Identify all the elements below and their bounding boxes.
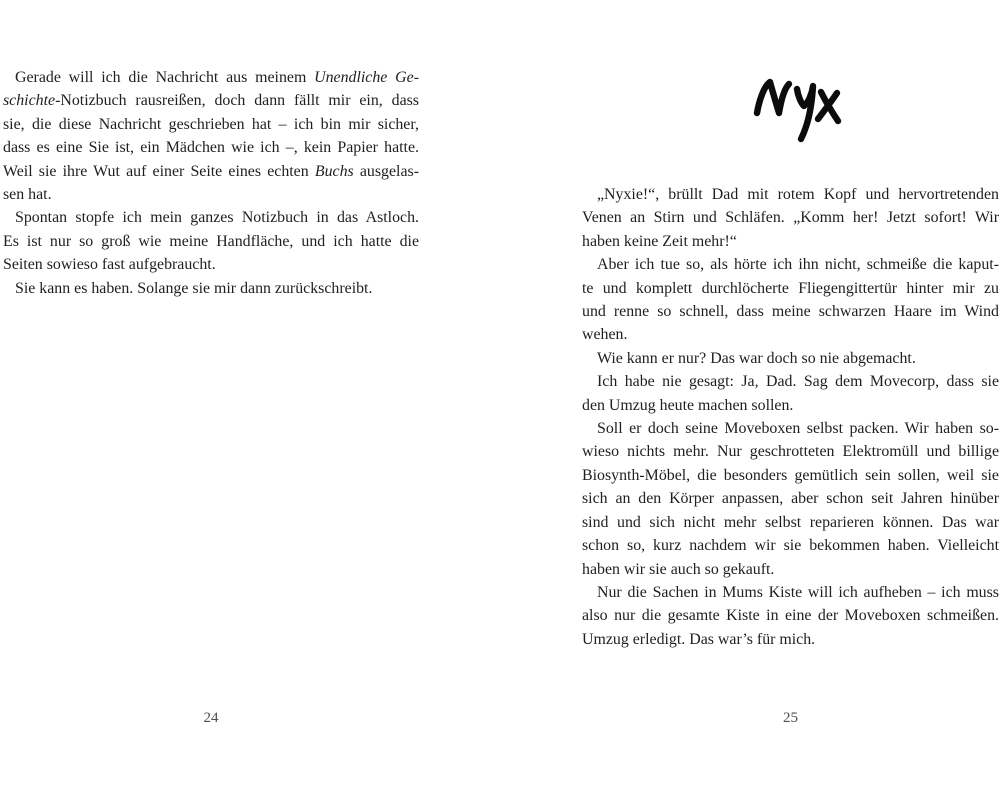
text-line: Es ist nur so groß wie meine Handfläche, und ich hatte die [3,232,419,250]
chapter-heading [751,75,845,145]
text-run: Notizbuch rausreißen, doch dann fällt mir ein, dass [60,92,419,110]
text-line: Biosynth-Möbel, die besonders gemütlich sein sollen, weil sie [582,466,999,484]
text-line: sie, die diese Nachricht geschrieben hat – ich bin mir sicher, [3,115,419,133]
text-line: Seiten sowieso fast aufgebraucht. [3,256,216,274]
text-line: Sie kann es haben. Solange sie mir dann zurückschreibt. [15,279,373,297]
text-run: ausgelas- [353,162,419,180]
text-line: Aber ich tue so, als hörte ich ihn nicht, schmeiße die kaput- [597,256,999,274]
text-run-italic: Unendliche Ge- [314,69,419,86]
text-line: Umzug erledigt. Das war’s für mich. [582,630,816,648]
text-line: Ich habe nie gesagt: Ja, Dad. Sag dem Movecorp, dass sie [597,373,999,391]
text-run-italic: Buchs [314,162,354,180]
page-number-right: 25 [783,710,798,726]
text-line: haben wir sie auch so gekauft. [582,560,775,578]
text-run-italic: schichte- [3,92,61,110]
page-number-left: 24 [203,710,219,726]
text-line [3,66,419,89]
text-run: Weil sie ihre Wut auf einer Seite eines echten [3,162,315,180]
text-line: den Umzug heute machen sollen. [582,396,794,414]
text-line: Venen an Stirn und Schläfen. „Komm her! Jetzt sofort! Wir [582,209,999,227]
text-line: wehen. [582,326,628,344]
text-line: Wie kann er nur? Das war doch so nie abgemacht. [597,349,916,367]
text-line: Spontan stopfe ich mein ganzes Notizbuch in das Astloch. [15,209,419,227]
text-line: haben keine Zeit mehr!“ [582,232,737,250]
text-line: dass es eine Sie ist, ein Mädchen wie ich –, kein Papier hatte. [3,139,419,157]
text-line: sen hat. [3,186,52,204]
text-line: schon so, kurz nachdem wir sie bekommen haben. Vielleicht [582,537,999,555]
chapter-heading-handwritten-nyx-icon [751,75,845,145]
text-line: wieso nichts mehr. Nur geschrotteten Elektromüll und billige [582,443,999,461]
text-line: Nur die Sachen in Mums Kiste will ich aufheben – ich muss [597,583,999,601]
text-line: sich an den Körper anpassen, aber schon seit Jahren hinüber [582,490,999,508]
left-page-text [3,66,419,300]
text-line: also nur die gesamte Kiste in eine der Moveboxen schmeißen. [582,607,999,625]
text-line [3,89,419,112]
text-line: te und komplett durchlöcherte Fliegengittertür hinter mir zu [582,279,999,297]
text-line: „Nyxie!“, brüllt Dad mit rotem Kopf und hervortretenden [597,186,999,203]
text-run: Gerade will ich die Nachricht aus meinem [15,69,315,86]
text-line: Soll er doch seine Moveboxen selbst packen. Wir haben so- [597,420,999,438]
text-line [3,160,419,183]
right-page-text [582,183,999,651]
text-line: und renne so schnell, dass meine schwarzen Haare im Wind [582,303,999,321]
text-line: sind und sich nicht mehr selbst reparieren können. Das war [582,513,999,531]
